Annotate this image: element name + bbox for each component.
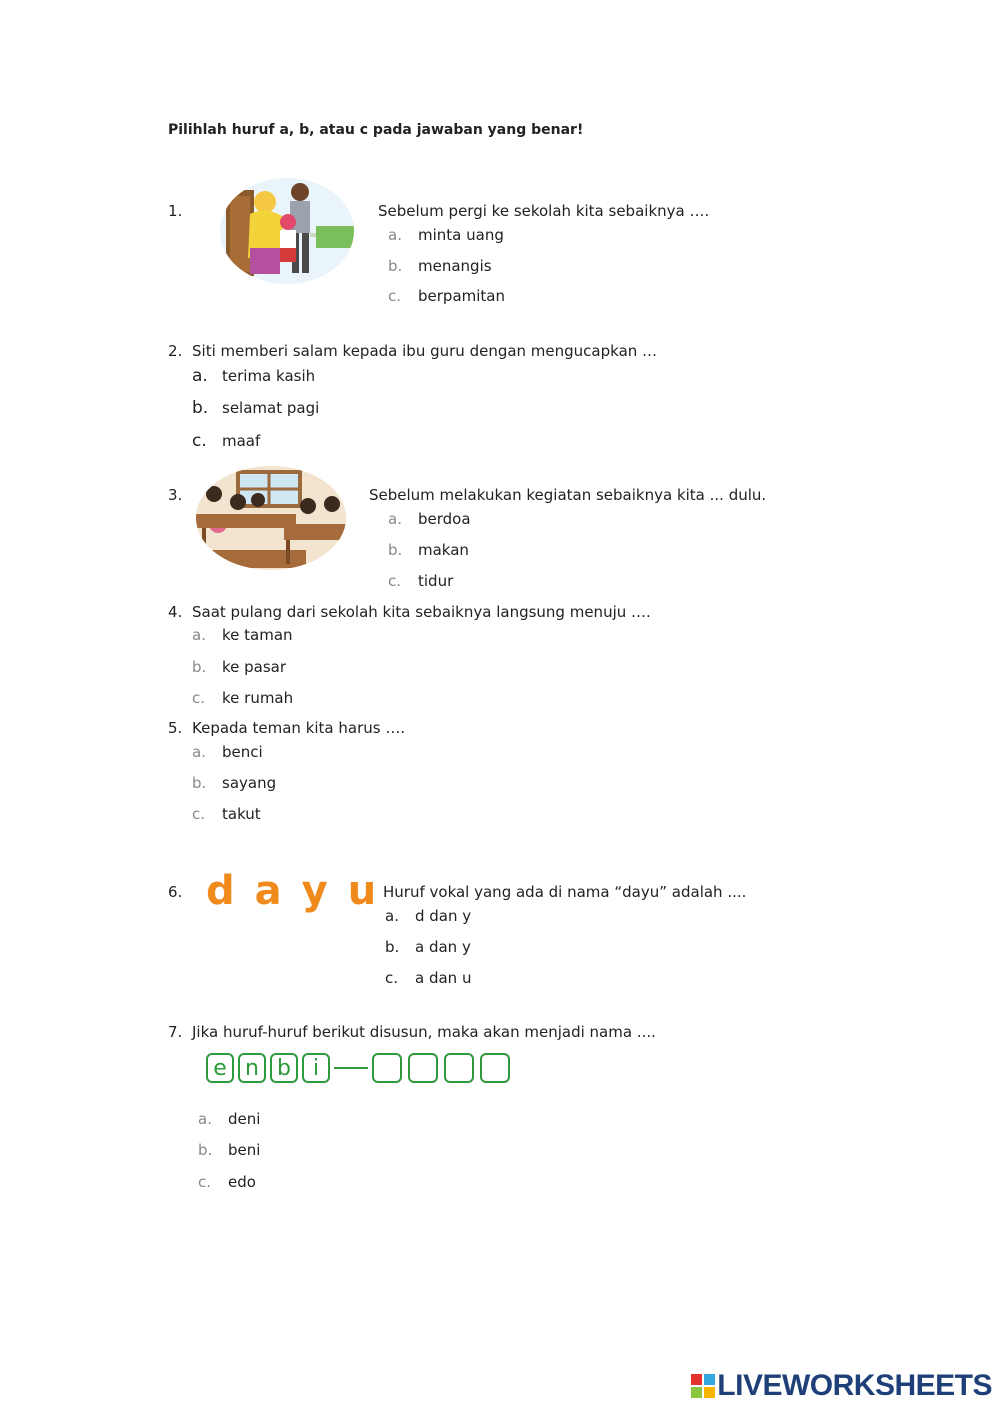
option-c[interactable] [385, 969, 471, 987]
brand-name: LIVEWORKSHEETS [717, 1369, 992, 1402]
option-b[interactable] [388, 257, 492, 275]
arrow-line [334, 1067, 368, 1069]
option-b[interactable] [192, 398, 319, 418]
option-letter: a. [385, 907, 399, 925]
brand-logo[interactable] [691, 1369, 992, 1403]
option-text: tidur [418, 572, 454, 590]
name-letters [206, 866, 376, 916]
option-letter: b. [388, 541, 403, 559]
option-a[interactable] [385, 907, 471, 925]
option-letter: b. [388, 257, 403, 275]
option-letter: a. [198, 1110, 212, 1128]
option-a[interactable] [388, 510, 471, 528]
option-text: d dan y [415, 907, 472, 925]
option-a[interactable] [192, 743, 263, 761]
option-text: ke rumah [222, 689, 294, 707]
option-letter: a. [192, 626, 206, 644]
option-b[interactable] [385, 938, 471, 956]
option-text: terima kasih [222, 367, 316, 385]
answer-box[interactable] [480, 1053, 510, 1083]
option-a[interactable] [198, 1110, 260, 1128]
option-letter: c. [388, 287, 402, 305]
option-a[interactable] [192, 626, 293, 644]
question-number: 7. [168, 1023, 183, 1041]
instruction: Pilihlah huruf a, b, atau c pada jawaban yang benar! [168, 122, 584, 138]
answer-box[interactable] [408, 1053, 438, 1083]
option-a[interactable] [192, 366, 315, 386]
option-b[interactable] [388, 541, 469, 559]
option-letter: a. [388, 226, 402, 244]
option-text: berpamitan [418, 287, 505, 305]
question-text: Sebelum melakukan kegiatan sebaiknya kita ... dulu. [369, 486, 767, 504]
option-letter: c. [385, 969, 399, 987]
option-letter: b. [198, 1141, 213, 1159]
option-text: makan [418, 541, 469, 559]
option-text: selamat pagi [222, 399, 320, 417]
option-b[interactable] [192, 774, 276, 792]
option-text: ke pasar [222, 658, 287, 676]
question-number: 5. [168, 719, 183, 737]
option-b[interactable] [192, 658, 286, 676]
option-text: benci [222, 743, 263, 761]
answer-box[interactable] [372, 1053, 402, 1083]
question-text: Jika huruf-huruf berikut disusun, maka akan menjadi nama .... [192, 1023, 656, 1041]
option-text: takut [222, 805, 261, 823]
question-number: 6. [168, 883, 183, 901]
option-letter: a. [388, 510, 402, 528]
scrambled-letters-row [206, 1053, 510, 1083]
name-letter: d [206, 868, 235, 914]
option-c[interactable] [192, 431, 260, 451]
option-text: minta uang [418, 226, 504, 244]
question-text: Kepada teman kita harus …. [192, 719, 406, 737]
option-letter: c. [192, 431, 207, 451]
option-c[interactable] [198, 1173, 256, 1191]
name-letter: a [254, 868, 282, 914]
option-letter: b. [385, 938, 400, 956]
question-text: Siti memberi salam kepada ibu guru dengan mengucapkan … [192, 342, 658, 360]
name-letter: y [301, 868, 328, 914]
question-text: Sebelum pergi ke sekolah kita sebaiknya …. [378, 202, 710, 220]
letter-tile: e [206, 1053, 234, 1083]
option-letter: c. [192, 805, 206, 823]
option-letter: b. [192, 774, 207, 792]
option-text: menangis [418, 257, 492, 275]
name-letter: u [347, 868, 377, 914]
option-text: deni [228, 1110, 261, 1128]
answer-box[interactable] [444, 1053, 474, 1083]
question-number: 1. [168, 202, 183, 220]
option-letter: b. [192, 658, 207, 676]
brand-icon [691, 1374, 715, 1398]
question-number: 4. [168, 603, 183, 621]
letter-tile: b [270, 1053, 298, 1083]
option-letter: b. [192, 398, 209, 418]
letter-tile: n [238, 1053, 266, 1083]
option-text: a dan u [415, 969, 472, 987]
option-text: maaf [222, 432, 261, 450]
question-number: 2. [168, 342, 183, 360]
option-b[interactable] [198, 1141, 260, 1159]
option-c[interactable] [388, 572, 453, 590]
classroom-illustration [196, 466, 346, 570]
question-text: Huruf vokal yang ada di nama “dayu” adalah .... [383, 883, 747, 901]
option-text: a dan y [415, 938, 471, 956]
option-letter: c. [198, 1173, 212, 1191]
letter-tile: i [302, 1053, 330, 1083]
option-letter: a. [192, 743, 206, 761]
option-letter: c. [192, 689, 206, 707]
option-text: berdoa [418, 510, 471, 528]
option-c[interactable] [192, 805, 261, 823]
question-text: Saat pulang dari sekolah kita sebaiknya langsung menuju …. [192, 603, 651, 621]
option-text: sayang [222, 774, 277, 792]
option-letter: a. [192, 366, 208, 386]
question-number: 3. [168, 486, 183, 504]
option-text: ke taman [222, 626, 293, 644]
option-text: beni [228, 1141, 261, 1159]
option-c[interactable] [388, 287, 505, 305]
option-letter: c. [388, 572, 402, 590]
option-text: edo [228, 1173, 256, 1191]
option-a[interactable] [388, 226, 504, 244]
goodbye-illustration [220, 178, 354, 284]
option-c[interactable] [192, 689, 293, 707]
